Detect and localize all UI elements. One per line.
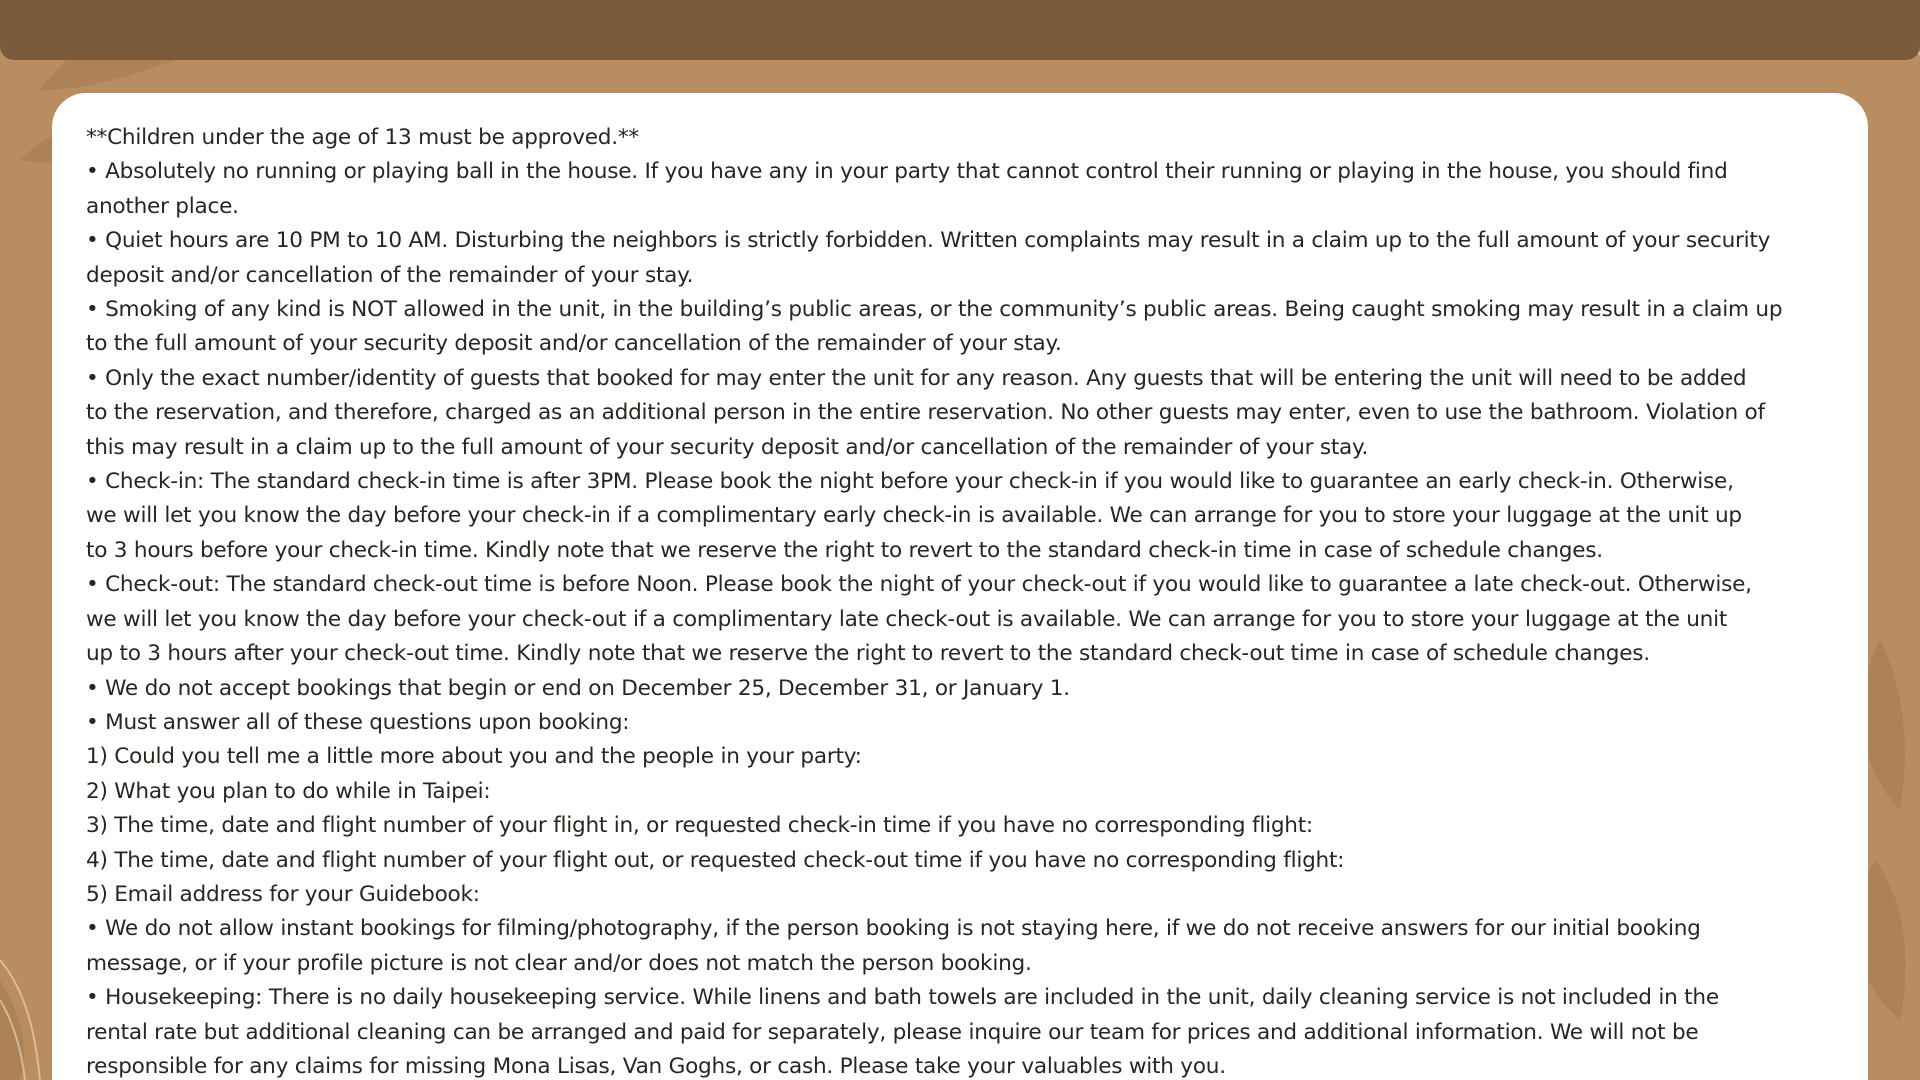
- rule-text-line: another place.: [86, 193, 239, 219]
- rule-text-line: deposit and/or cancellation of the remainder of your stay.: [86, 262, 694, 288]
- rule-text-line: message, or if your profile picture is not clear and/or does not match the person booking.: [86, 950, 1032, 976]
- header-banner: [0, 0, 1920, 60]
- rule-text-line: **Children under the age of 13 must be approved.**: [86, 125, 639, 150]
- rule-text-line: • We do not allow instant bookings for filming/photography, if the person booking is not staying here, if we do not receive answers for our initial booking: [86, 916, 1701, 942]
- rule-text-line: • Housekeeping: There is no daily housekeeping service. While linens and bath towels are included in the unit, daily cleaning service is not included in the: [86, 985, 1719, 1011]
- rule-text-line: to the full amount of your security deposit and/or cancellation of the remainder of your stay.: [86, 331, 1062, 357]
- rule-text-line: responsible for any claims for missing Mona Lisas, Van Goghs, or cash. Please take your valuables with you.: [86, 1053, 1226, 1079]
- rule-text-line: 1) Could you tell me a little more about you and the people in your party:: [86, 744, 862, 770]
- rule-text-line: to 3 hours before your check-in time. Kindly note that we reserve the right to revert to the standard check-in time in case of schedule changes.: [86, 537, 1603, 563]
- rule-text-line: we will let you know the day before your check-out if a complimentary late check-out is available. We can arrange for you to store your luggage at the unit: [86, 606, 1728, 632]
- rule-text-line: • We do not accept bookings that begin or end on December 25, December 31, or January 1.: [86, 675, 1070, 701]
- rule-text-line: • Quiet hours are 10 PM to 10 AM. Disturbing the neighbors is strictly forbidden. Written complaints may result in a claim up to the full amount of your security: [86, 228, 1771, 254]
- rule-text-line: rental rate but additional cleaning can be arranged and paid for separately, please inquire our team for prices and additional information. We will not be: [86, 1019, 1699, 1045]
- house-rules-text: [86, 121, 1838, 1080]
- rule-text-line: 3) The time, date and flight number of your flight in, or requested check-in time if you have no corresponding flight:: [86, 813, 1313, 839]
- rule-text-line: 2) What you plan to do while in Taipei:: [86, 778, 491, 804]
- rule-text-line: 4) The time, date and flight number of your flight out, or requested check-out time if you have no corresponding flight:: [86, 847, 1345, 873]
- rule-text-line: this may result in a claim up to the full amount of your security deposit and/or cancellation of the remainder of your stay.: [86, 434, 1369, 460]
- rule-text-line: • Must answer all of these questions upon booking:: [86, 709, 630, 735]
- rule-text-line: • Check-in: The standard check-in time is after 3PM. Please book the night before your check-in if you would like to guarantee an early check-in. Otherwise,: [86, 469, 1734, 495]
- rule-text-line: we will let you know the day before your check-in if a complimentary early check-in is available. We can arrange for you to store your luggage at the unit up: [86, 503, 1742, 529]
- house-rules-card: [52, 93, 1868, 1080]
- leaf-shape: [1863, 640, 1905, 810]
- rule-text-line: up to 3 hours after your check-out time. Kindly note that we reserve the right to revert to the standard check-out time in case of schedule changes.: [86, 641, 1650, 667]
- rule-text-line: • Absolutely no running or playing ball in the house. If you have any in your party that cannot control their running or playing in the house, you should find: [86, 159, 1728, 185]
- rule-text-line: to the reservation, and therefore, charged as an additional person in the entire reservation. No other guests may enter, even to use the bathroom. Violation of: [86, 400, 1765, 426]
- rule-text-line: • Check-out: The standard check-out time is before Noon. Please book the night of your check-out if you would like to guarantee a late check-out. Otherwise,: [86, 572, 1752, 598]
- rule-text-line: • Smoking of any kind is NOT allowed in the unit, in the building’s public areas, or the community’s public areas. Being caught smoking may result in a claim up: [86, 297, 1783, 323]
- rule-text-line: • Only the exact number/identity of guests that booked for may enter the unit for any reason. Any guests that will be entering the unit will need to be added: [86, 365, 1747, 391]
- rule-text-line: 5) Email address for your Guidebook:: [86, 881, 480, 907]
